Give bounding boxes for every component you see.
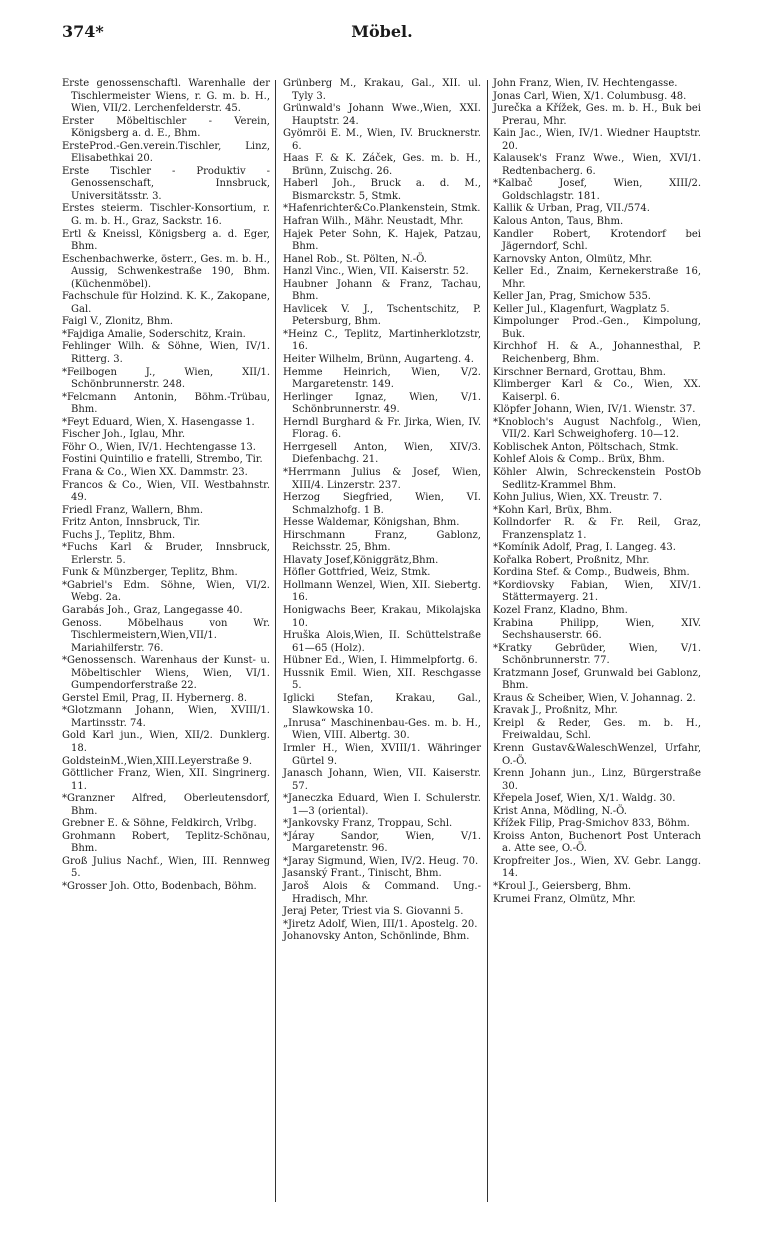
directory-entry: Křepela Josef, Wien, X/1. Waldg. 30.: [493, 793, 676, 805]
directory-entry: Krenn Johann jun., Linz, Bürgerstraße 30.: [493, 768, 701, 792]
directory-entry: *Feilbogen J., Wien, XII/1. Schönbrunnerstr. 248.: [62, 366, 270, 391]
directory-entry: *Janeczka Eduard, Wien I. Schulerstr. 1—3 (oriental).: [283, 793, 481, 817]
directory-entry: Grohmann Robert, Teplitz-Schönau, Bhm.: [62, 830, 270, 855]
directory-entry: Jonas Carl, Wien, X/1. Columbusg. 48.: [493, 90, 687, 102]
directory-entry: Kozel Franz, Kladno, Bhm.: [493, 604, 628, 616]
directory-entry: Hesse Waldemar, Königshan, Bhm.: [283, 517, 460, 529]
directory-entry: Grünwald's Johann Wwe.,Wien, XXI. Hauptstr. 24.: [283, 103, 481, 127]
directory-entry: *Genossensch. Warenhaus der Kunst- u. Möbeltischler Wiens, Wien, VI/1. Gumpendorferstraße 22.: [62, 655, 270, 692]
directory-entry: Kimpolunger Prod.-Gen., Kimpolung, Buk.: [493, 316, 701, 340]
directory-entry: GoldsteinM.,Wien,XIII.Leyerstraße 9.: [62, 755, 253, 767]
directory-entry: Kropfreiter Jos., Wien, XV. Gebr. Langg. 14.: [493, 855, 701, 880]
directory-entry: Hemme Heinrich, Wien, V/2. Margaretenstr. 149.: [283, 366, 481, 391]
directory-entry: Höfler Gottfried, Weiz, Stmk.: [283, 567, 431, 579]
directory-entry: *Fajdiga Amalie, Soderschitz, Krain.: [62, 328, 246, 340]
directory-entry: Hlavaty Josef,Königgrätz,Bhm.: [283, 554, 439, 566]
directory-entry: Krumei Franz, Olmütz, Mhr.: [493, 893, 636, 905]
directory-entry: Göttlicher Franz, Wien, XII. Singrinerg. 11.: [62, 768, 270, 792]
directory-entry: Genoss. Möbelhaus von Wr. Tischlermeistern,Wien,VII/1. Mariahilferstr. 76.: [62, 617, 270, 654]
directory-entry: Garabás Joh., Graz, Langegasse 40.: [62, 604, 243, 616]
directory-entry: Keller Ed., Znaim, Kernekerstraße 16, Mhr.: [493, 266, 701, 290]
directory-entry: *Knobloch's August Nachfolg., Wien, VII/2. Karl Schweighoferg. 10—12.: [493, 416, 701, 441]
directory-column-3: [493, 78, 701, 906]
directory-entry: Koblischek Anton, Pöltschach, Stmk.: [493, 441, 679, 453]
directory-entry: Herzog Siegfried, Wien, VI. Schmalzhofg. 1 B.: [283, 492, 481, 516]
directory-entry: Groß Julius Nachf., Wien, III. Rennweg 5.: [62, 855, 270, 880]
directory-entry: Jeraj Peter, Triest via S. Giovanni 5.: [283, 906, 464, 918]
directory-entry: Erstes steierm. Tischler-Konsortium, r. G. m. b. H., Graz, Sackstr. 16.: [62, 203, 270, 228]
directory-entry: Föhr O., Wien, IV/1. Hechtengasse 13.: [62, 441, 256, 453]
page-number: 374*: [62, 22, 104, 41]
directory-entry: Gyömröi E. M., Wien, IV. Brucknerstr. 6.: [283, 128, 481, 152]
directory-entry: Keller Jan, Prag, Smichow 535.: [493, 291, 651, 303]
directory-entry: Gold Karl jun., Wien, XII/2. Dunklerg. 18.: [62, 730, 270, 754]
directory-entry: Faigl V., Zlonitz, Bhm.: [62, 316, 174, 328]
directory-entry: ErsteProd.-Gen.verein.Tischler, Linz, Elisabethkai 20.: [62, 140, 270, 165]
directory-entry: *Jaray Sigmund, Wien, IV/2. Heug. 70.: [283, 855, 479, 867]
directory-entry: *Granzner Alfred, Oberleutensdorf, Bhm.: [62, 793, 270, 817]
column-divider: [487, 80, 488, 1202]
column-divider: [275, 80, 276, 1202]
page-header: [62, 22, 702, 46]
directory-entry: *Hafenrichter&Co.Plankenstein, Stmk.: [283, 203, 481, 215]
directory-entry: Havlicek V. J., Tschentschitz, P. Petersburg, Bhm.: [283, 303, 481, 328]
directory-entry: Krabina Philipp, Wien, XIV. Sechshauserstr. 66.: [493, 617, 701, 642]
directory-entry: Haubner Johann & Franz, Tachau, Bhm.: [283, 278, 481, 303]
directory-entry: Gerstel Emil, Prag, II. Hybernerg. 8.: [62, 692, 248, 704]
directory-entry: Klöpfer Johann, Wien, IV/1. Wienstr. 37.: [493, 404, 696, 416]
directory-entry: Honigwachs Beer, Krakau, Mikolajska 10.: [283, 604, 481, 629]
directory-entry: *Kohn Karl, Brüx, Bhm.: [493, 504, 613, 516]
directory-entry: Grünberg M., Krakau, Gal., XII. ul. Tyly 3.: [283, 78, 481, 102]
directory-entry: *Kroul J., Geiersberg, Bhm.: [493, 881, 632, 892]
directory-entry: Fachschule für Holzind. K. K., Zakopane, Gal.: [62, 291, 270, 315]
directory-entry: Hollmann Wenzel, Wien, XII. Siebertg. 16.: [283, 579, 481, 604]
directory-entry: Kirchhof H. & A., Johannesthal, P. Reichenberg, Bhm.: [493, 341, 701, 366]
directory-entry: *Kordiovsky Fabian, Wien, XIV/1. Stättermayerg. 21.: [493, 579, 701, 604]
directory-entry: Friedl Franz, Wallern, Bhm.: [62, 504, 204, 516]
directory-entry: *Jiretz Adolf, Wien, III/1. Apostelg. 20.: [283, 918, 478, 930]
page-title: Möbel.: [351, 22, 413, 41]
directory-entry: Iglicki Stefan, Krakau, Gal., Slawkowska 10.: [283, 692, 481, 717]
directory-entry: Kordina Stef. & Comp., Budweis, Bhm.: [493, 567, 690, 579]
directory-entry: Haas F. & K. Záček, Ges. m. b. H., Brünn, Zuischg. 26.: [283, 153, 481, 177]
directory-entry: Fehlinger Wilh. & Söhne, Wien, IV/1. Ritterg. 3.: [62, 341, 270, 366]
directory-entry: Haberl Joh., Bruck a. d. M., Bismarckstr. 5, Stmk.: [283, 178, 481, 202]
directory-entry: Kandler Robert, Krotendorf bei Jägerndorf, Schl.: [493, 228, 701, 253]
directory-entry: *Kalbač Josef, Wien, XIII/2. Goldschlagstr. 181.: [493, 178, 701, 202]
directory-entry: Kraus & Scheiber, Wien, V. Johannag. 2.: [493, 692, 696, 704]
directory-entry: Kain Jac., Wien, IV/1. Wiedner Hauptstr. 20.: [493, 128, 701, 152]
directory-entry: Jasanský Frant., Tinischt, Bhm.: [283, 868, 442, 880]
directory-entry: Erster Möbeltischler - Verein, Königsberg a. d. E., Bhm.: [62, 115, 270, 140]
directory-entry: Kirschner Bernard, Grottau, Bhm.: [493, 366, 666, 378]
directory-entry: Frana & Co., Wien XX. Dammstr. 23.: [62, 466, 248, 478]
directory-entry: *Járay Sandor, Wien, V/1. Margaretenstr. 96.: [283, 830, 481, 855]
directory-entry: Kratzmann Josef, Grunwald bei Gablonz, Bhm.: [493, 667, 701, 692]
directory-entry: Francos & Co., Wien, VII. Westbahnstr. 49.: [62, 479, 270, 504]
directory-entry: Fuchs J., Teplitz, Bhm.: [62, 529, 176, 541]
directory-entry: *Komínik Adolf, Prag, I. Langeg. 43.: [493, 542, 676, 554]
directory-entry: Hirschmann Franz, Gablonz, Reichsstr. 25, Bhm.: [283, 529, 481, 554]
directory-entry: *Jankovsky Franz, Troppau, Schl.: [283, 818, 453, 830]
directory-entry: Köhler Alwin, Schreckenstein PostOb Sedlitz-Krammel Bhm.: [493, 466, 701, 491]
directory-entry: Hruška Alois,Wien, II. Schüttelstraße 61—65 (Holz).: [283, 630, 481, 654]
directory-entry: Hajek Peter Sohn, K. Hajek, Patzau, Bhm.: [283, 228, 481, 253]
directory-entry: Herlinger Ignaz, Wien, V/1. Schönbrunnerstr. 49.: [283, 391, 481, 416]
directory-entry: „Inrusa“ Maschinenbau-Ges. m. b. H., Wien, VIII. Albertg. 30.: [283, 717, 481, 742]
directory-column-1: [62, 78, 270, 894]
directory-entry: *Felcmann Antonin, Böhm.-Trübau, Bhm.: [62, 391, 270, 416]
directory-entry: Kohn Julius, Wien, XX. Treustr. 7.: [493, 492, 663, 504]
directory-entry: *Fuchs Karl & Bruder, Innsbruck, Erlerstr. 5.: [62, 542, 270, 566]
directory-entry: Kalous Anton, Taus, Bhm.: [493, 216, 624, 228]
directory-entry: Kalausek's Franz Wwe., Wien, XVI/1. Redtenbacherg. 6.: [493, 153, 701, 177]
directory-entry: Fischer Joh., Iglau, Mhr.: [62, 429, 186, 441]
directory-entry: Herrgesell Anton, Wien, XIV/3. Diefenbachg. 21.: [283, 441, 481, 466]
directory-entry: Klimberger Karl & Co., Wien, XX. Kaiserpl. 6.: [493, 379, 701, 403]
directory-entry: Johanovsky Anton, Schönlinde, Bhm.: [283, 931, 470, 943]
directory-entry: Kreipl & Reder, Ges. m. b. H., Freiwaldau, Schl.: [493, 717, 701, 742]
directory-entry: Hafran Wilh., Mähr. Neustadt, Mhr.: [283, 216, 464, 228]
directory-entry: Hanel Rob., St. Pölten, N.-Ö.: [283, 253, 427, 265]
directory-entry: Grebner E. & Söhne, Feldkirch, Vrlbg.: [62, 818, 257, 830]
directory-entry: Janasch Johann, Wien, VII. Kaiserstr. 57.: [283, 768, 481, 792]
directory-entry: Kroiss Anton, Buchenort Post Unterach a. Atte see, O.-Ö.: [493, 830, 701, 855]
directory-entry: Krist Anna, Mödling, N.-Ö.: [493, 805, 627, 817]
directory-entry: Erste Tischler - Produktiv - Genossenschaft, Innsbruck, Universitätsstr. 3.: [62, 165, 270, 202]
directory-entry: Funk & Münzberger, Teplitz, Bhm.: [62, 567, 238, 579]
directory-entry: Fostini Quintilio e fratelli, Strembo, Tir.: [62, 454, 263, 466]
directory-entry: Hussnik Emil. Wien, XII. Reschgasse 5.: [283, 667, 481, 692]
directory-entry: Fritz Anton, Innsbruck, Tir.: [62, 517, 201, 529]
directory-entry: *Kratky Gebrüder, Wien, V/1. Schönbrunnerstr. 77.: [493, 642, 701, 667]
directory-entry: *Herrmann Julius & Josef, Wien, XIII/4. Linzerstr. 237.: [283, 466, 481, 491]
directory-entry: John Franz, Wien, IV. Hechtengasse.: [493, 78, 678, 89]
directory-entry: Krenn Gustav&WaleschWenzel, Urfahr, O.-Ö.: [493, 742, 701, 767]
directory-entry: Ertl & Kneissl, Königsberg a. d. Eger, Bhm.: [62, 228, 270, 253]
directory-entry: *Glotzmann Johann, Wien, XVIII/1. Martinsstr. 74.: [62, 705, 270, 729]
directory-entry: Křížek Filip, Prag-Smichov 833, Böhm.: [493, 818, 690, 830]
directory-entry: Jurečka a Křížek, Ges. m. b. H., Buk bei Prerau, Mhr.: [493, 103, 701, 127]
directory-entry: Kollndorfer R. & Fr. Reil, Graz, Franzensplatz 1.: [493, 517, 701, 541]
directory-entry: *Gabriel's Edm. Söhne, Wien, VI/2. Webg. 2a.: [62, 579, 270, 604]
directory-entry: Erste genossenschaftl. Warenhalle der Tischlermeister Wiens, r. G. m. b. H., Wien, VII/2. Lerchenfelderstr. 45.: [62, 78, 270, 115]
directory-entry: *Grosser Joh. Otto, Bodenbach, Böhm.: [62, 881, 257, 892]
directory-column-2: [283, 78, 481, 944]
directory-entry: Karnovsky Anton, Olmütz, Mhr.: [493, 253, 653, 265]
directory-entry: *Heinz C., Teplitz, Martinherklotzstr, 16.: [283, 328, 481, 353]
directory-entry: Hübner Ed., Wien, I. Himmelpfortg. 6.: [283, 655, 478, 667]
directory-entry: Hanzl Vinc., Wien, VII. Kaiserstr. 52.: [283, 266, 469, 278]
directory-entry: Eschenbachwerke, österr., Ges. m. b. H., Aussig, Schwenkestraße 190, Bhm. (Küchenmöbel).: [62, 253, 270, 290]
directory-entry: Kohlef Alois & Comp.. Brüx, Bhm.: [493, 454, 665, 466]
directory-entry: Heiter Wilhelm, Brünn, Augarteng. 4.: [283, 354, 474, 366]
directory-entry: Kořalka Robert, Proßnitz, Mhr.: [493, 554, 650, 566]
directory-entry: Jaroš Alois & Command. Ung.-Hradisch, Mhr.: [283, 881, 481, 905]
directory-entry: Kravak J., Proßnitz, Mhr.: [493, 705, 618, 717]
directory-entry: *Feyt Eduard, Wien, X. Hasengasse 1.: [62, 416, 255, 428]
directory-entry: Herndl Burghard & Fr. Jirka, Wien, IV. Florag. 6.: [283, 416, 481, 441]
directory-entry: Keller Jul., Klagenfurt, Wagplatz 5.: [493, 303, 670, 315]
directory-entry: Kallik & Urban, Prag, VII./574.: [493, 203, 650, 215]
directory-entry: Irmler H., Wien, XVIII/1. Währinger Gürtel 9.: [283, 742, 481, 767]
